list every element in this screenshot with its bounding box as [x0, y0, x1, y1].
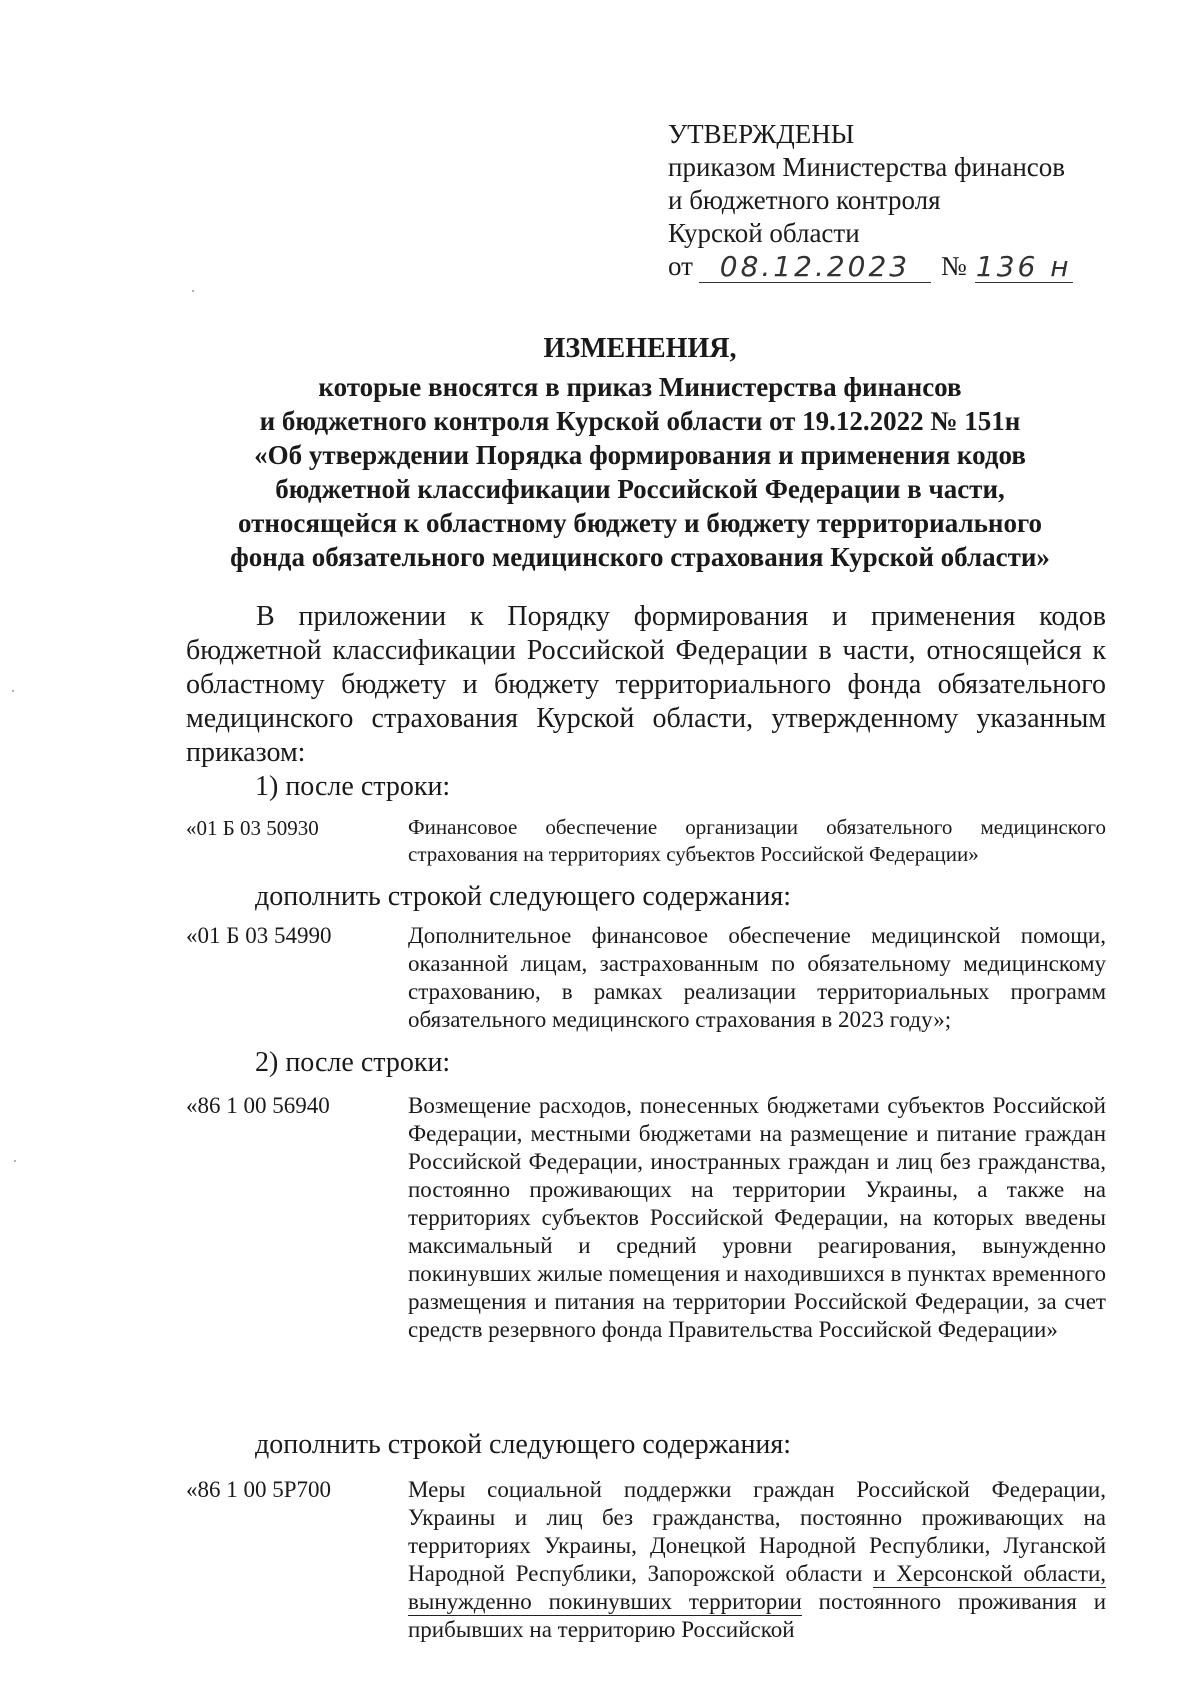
approval-stamp [668, 118, 1108, 283]
approval-line-1: приказом Министерства финансов [668, 152, 1066, 182]
item-1-label: 1) после строки: [255, 771, 451, 802]
approval-date-row [668, 250, 1108, 283]
title-line: относящейся к областному бюджету и бюджету территориального [237, 508, 1043, 538]
item-2-new-row [186, 1476, 1106, 1644]
scan-speck [14, 1160, 16, 1162]
title-line: и бюджетного контроля Курской области от 19.12.2022 № 151н [259, 406, 1021, 436]
item-2-after-code: «86 1 00 56940 [186, 1093, 330, 1118]
date-prefix: от [668, 251, 693, 281]
item-1-add-label: дополнить строкой следующего содержания: [255, 881, 792, 912]
intro-paragraph: В приложении к Порядку формирования и применения кодов бюджетной классификации Российской Федерации в части, относящейся к областному бюджету и бюджету территориального фонда обязательного медицинского страхования Курской области, утвержденному указанным приказом: [186, 601, 1106, 768]
title-line: фонда обязательного медицинского страхования Курской области» [230, 542, 1050, 572]
document-title [180, 332, 1100, 574]
scan-speck [192, 290, 194, 292]
item-2-add-label: дополнить строкой следующего содержания: [255, 1429, 792, 1460]
scan-speck [12, 690, 14, 692]
item-2-new-desc-part-a: Меры социальной поддержки граждан Российской Федерации, Украины и лиц без гражданства, постоянно проживающих на территориях Украины, Донецкой Народной Республики, Луганской Народной Республики, Запорожской области [408, 1477, 1106, 1586]
item-2-new-desc-part-c: постоянного проживания и прибывших на территорию Российской [408, 1589, 1107, 1642]
item-1-after-row [186, 814, 1106, 868]
title-line: бюджетной классификации Российской Федерации в части, [275, 474, 1005, 504]
item-2-new-desc-part-b: и Херсонской области, вынужденно покинувших территории [408, 1561, 1106, 1614]
item-2-after-desc: Возмещение расходов, понесенных бюджетами субъектов Российской Федерации, местными бюджетами на размещение и питание граждан Российской Федерации, иностранных граждан и лиц без гражданства, постоянно проживающих на территории Украины, а также на территориях субъектов Российской Федерации, на которых введены максимальный и средний уровни реагирования, вынужденно покинувших жилые помещения и находившихся в пунктах временного размещения и питания на территории Российской Федерации, за счет средств резервного фонда Правительства Российской Федерации» [408, 1093, 1106, 1342]
title-line: которые вносятся в приказ Министерства финансов [318, 372, 962, 402]
number-sign: № [940, 251, 967, 281]
handwritten-date: 08.12.2023 [699, 252, 931, 283]
item-2-new-desc [408, 1476, 1106, 1644]
item-1-new-desc: Дополнительное финансовое обеспечение медицинской помощи, оказанной лицам, застрахованным по обязательному медицинскому страхованию, в рамках реализации территориальных программ обязательного медицинского страхования в 2023 году»; [408, 923, 1106, 1032]
item-1-new-row [186, 922, 1106, 1034]
item-2-after-row [186, 1092, 1106, 1344]
title-heading: ИЗМЕНЕНИЯ, [543, 333, 737, 364]
item-1-new-code: «01 Б 03 54990 [186, 923, 332, 948]
approval-line-2: и бюджетного контроля [668, 185, 941, 215]
approval-line-3: Курской области [668, 218, 860, 248]
item-1-after-desc: Финансовое обеспечение организации обязательного медицинского страхования на территориях субъектов Российской Федерации» [408, 815, 1106, 866]
item-1-after-code: «01 Б 03 50930 [186, 816, 319, 840]
title-line: «Об утверждении Порядка формирования и применения кодов [254, 440, 1026, 470]
handwritten-number: 136 н [975, 250, 1072, 283]
approval-heading: УТВЕРЖДЕНЫ [668, 119, 855, 149]
item-2-label: 2) после строки: [255, 1047, 451, 1078]
item-2-new-code: «86 1 00 5Р700 [186, 1477, 332, 1502]
